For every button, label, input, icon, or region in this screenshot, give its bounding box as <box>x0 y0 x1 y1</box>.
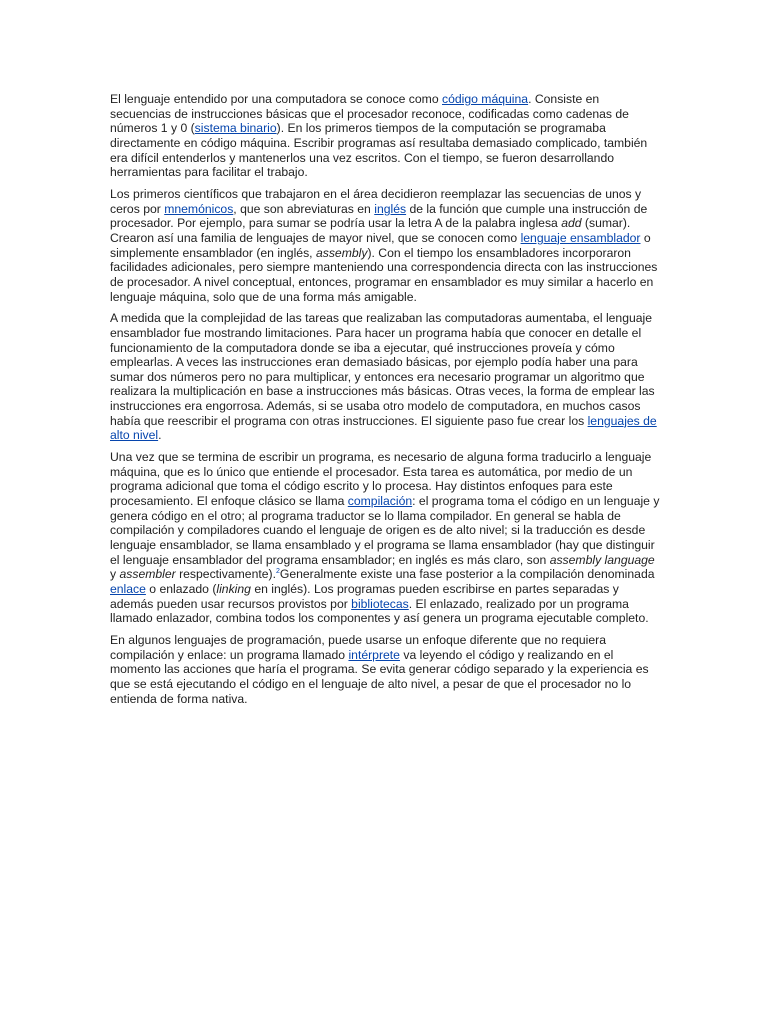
text-run: y <box>110 567 120 582</box>
footnote-ref[interactable]: 2 <box>275 568 280 576</box>
text-run: Una vez que se termina de escribir un programa, es necesario de alguna forma traducirlo a lenguaje máquina, que es lo único que entiende el procesador. Esta tarea es automática, por medio de un programa adicional que toma el código escrito y lo procesa. Hay distintos enfoques para este procesamiento. El enfoque clásico se llama <box>110 450 652 509</box>
text-run: respectivamente). <box>175 567 276 582</box>
text-run: . El enlazado, realizado por un programa llamado enlazador, combina todos los componentes y así genera un programa ejecutable completo. <box>110 596 649 626</box>
paragraph-alto-nivel <box>110 311 660 443</box>
text-run: de la función que cumple una instrucción de procesador. Por ejemplo, para sumar se podría usar la letra A de la palabra inglesa <box>110 201 648 231</box>
document-body <box>110 92 660 713</box>
text-run: Generalmente existe una fase posterior a la compilación denominada <box>279 567 655 582</box>
link-codigo-maquina[interactable]: código máquina <box>442 92 529 106</box>
link-lenguajes-de-alto-nivel[interactable]: lenguajes de alto nivel <box>110 413 657 443</box>
text-run: . Consiste en secuencias de instrucciones básicas que el procesador reconoce, codificadas como cadenas de números 1 y 0 ( <box>110 92 629 136</box>
text-run: : el programa toma el código en un lenguaje y genera código en el otro; al programa traductor se lo llama compilador. En general se habla de compilación y compiladores cuando el lenguaje de origen es de alto nivel; si la traducción es desde lenguaje ensamblador, se llama ensamblado y el programa se llama ensamblador (hay que distinguir el lenguaje ensamblador del programa ensamblador; en inglés es más claro, son <box>110 494 660 567</box>
text-run: ). Con el tiempo los ensambladores incorporaron facilidades adicionales, pero siempre manteniendo una correspondencia directa con las instrucciones de procesador. A nivel conceptual, entonces, programar en ensamblador es muy similar a hacerlo en lenguaje máquina, solo que de una forma más amigable. <box>110 245 658 304</box>
text-run: ). En los primeros tiempos de la computación se programaba directamente en código máquina. Escribir programas así resultaba demasiado complicado, también era difícil entenderlos y mantenerlos una vez escritos. Con el tiempo, se fueron desarrollando herramientas para facilitar el trabajo. <box>110 121 648 180</box>
text-run: . <box>158 428 162 443</box>
link-sistema-binario[interactable]: sistema binario <box>194 121 277 136</box>
text-run: (sumar). Crearon así una familia de lenguajes de mayor nivel, que se conocen como <box>110 216 631 245</box>
link-interprete[interactable]: intérprete <box>348 647 400 662</box>
paragraph-compilacion <box>110 450 660 626</box>
paragraph-interprete <box>110 633 660 706</box>
text-run: o simplemente ensamblador (en inglés, <box>110 230 651 260</box>
italic-term: assembly <box>315 245 368 260</box>
text-run: Los primeros científicos que trabajaron en el área decidieron reemplazar las secuencias de unos y ceros por <box>110 186 642 216</box>
link-compilacion[interactable]: compilación <box>347 494 413 509</box>
link-lenguaje-ensamblador[interactable]: lenguaje ensamblador <box>520 230 641 245</box>
link-enlace[interactable]: enlace <box>110 582 146 596</box>
text-run: , que son abreviaturas en <box>233 201 375 216</box>
text-run: en inglés). Los programas pueden escribirse en partes separadas y además pueden usar recursos provistos por <box>110 582 619 611</box>
paragraph-codigo-maquina <box>110 92 660 180</box>
paragraph-ensamblador <box>110 187 660 304</box>
text-run: En algunos lenguajes de programación, puede usarse un enfoque diferente que no requiera compilación y enlace: un programa llamado <box>110 632 606 662</box>
link-bibliotecas[interactable]: bibliotecas <box>351 596 409 611</box>
italic-term: assembler <box>119 567 176 582</box>
italic-term: assembly language <box>549 552 655 567</box>
text-run: o enlazado ( <box>145 582 217 596</box>
text-run: El lenguaje entendido por una computadora se conoce como <box>110 92 442 106</box>
italic-term: add <box>561 216 582 231</box>
text-run: A medida que la complejidad de las tareas que realizaban las computadoras aumentaba, el lenguaje ensamblador fue mostrando limitaciones. Para hacer un programa había que conocer en detalle el funcionamiento de la computadora donde se iba a ejecutar, qué instrucciones proveía y cómo emplearlas. A veces las instrucciones eran demasiado básicas, por ejemplo podía haber una para sumar dos números pero no para multiplicar, y entonces era necesario programar un algoritmo que realizara la multiplicación en base a instrucciones más básicas. Otras veces, la forma de emplear las instrucciones era engorrosa. Además, si se usaba otro modelo de computadora, en muchos casos había que reescribir el programa con otras instrucciones. El siguiente paso fue crear los <box>110 311 655 428</box>
link-ingles[interactable]: inglés <box>374 201 407 216</box>
italic-term: linking <box>216 582 251 596</box>
link-mnemonicos[interactable]: mnemónicos <box>164 201 234 216</box>
text-run: va leyendo el código y realizando en el momento las acciones que haría el programa. Se evita generar código separado y la experiencia es que se está ejecutando el código en el lenguaje de alto nivel, a pesar de que el procesador no lo entienda de forma nativa. <box>110 647 649 706</box>
